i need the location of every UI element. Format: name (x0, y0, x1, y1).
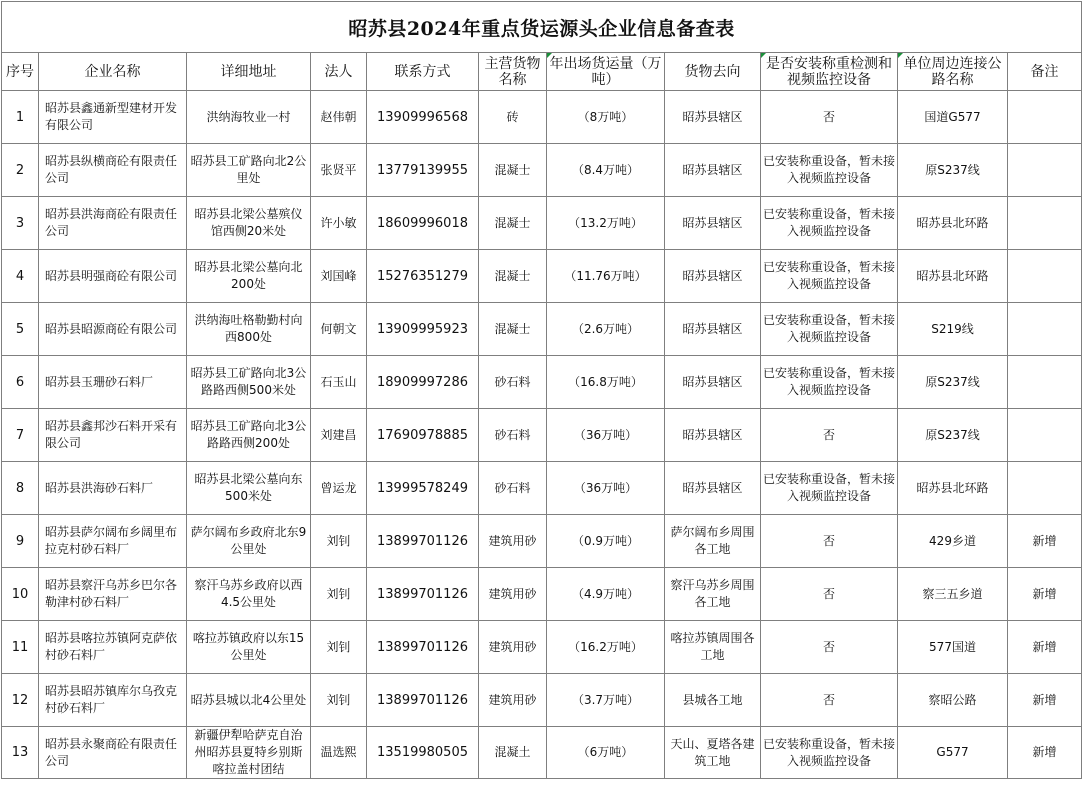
cell-legal[interactable]: 刘钊 (311, 515, 367, 568)
cell-volume[interactable]: （8.4万吨） (547, 144, 665, 197)
cell-legal[interactable]: 刘建昌 (311, 409, 367, 462)
table-row (2, 303, 1082, 356)
cell-destination[interactable]: 昭苏县辖区 (665, 250, 761, 303)
cell-address[interactable]: 萨尔阔布乡政府北东9公里处 (187, 515, 311, 568)
cell-road[interactable]: 察三五乡道 (898, 568, 1008, 621)
cell-name[interactable]: 昭苏县鑫通新型建材开发有限公司 (39, 91, 187, 144)
header-seq[interactable]: 序号 (2, 53, 39, 91)
cell-road[interactable]: 429乡道 (898, 515, 1008, 568)
cell-name[interactable]: 昭苏县纵横商砼有限责任公司 (39, 144, 187, 197)
cell-goods[interactable]: 建筑用砂 (479, 515, 547, 568)
cell-seq[interactable]: 10 (2, 568, 39, 621)
cell-remark[interactable] (1008, 356, 1082, 409)
header-equipment[interactable]: 是否安装称重检测和视频监控设备 (761, 53, 898, 91)
cell-road[interactable]: 577国道 (898, 621, 1008, 674)
header-destination[interactable]: 货物去向 (665, 53, 761, 91)
cell-equipment[interactable]: 已安装称重设备，暂未接入视频监控设备 (761, 144, 898, 197)
cell-name[interactable]: 昭苏县昭苏镇库尔乌孜克村砂石料厂 (39, 674, 187, 727)
cell-seq[interactable]: 6 (2, 356, 39, 409)
cell-contact[interactable]: 15276351279 (367, 250, 479, 303)
cell-road[interactable]: 昭苏县北环路 (898, 197, 1008, 250)
cell-goods[interactable]: 混凝士 (479, 250, 547, 303)
cell-volume[interactable]: （36万吨） (547, 462, 665, 515)
table-row (2, 409, 1082, 462)
cell-destination[interactable]: 昭苏县辖区 (665, 91, 761, 144)
cell-address[interactable]: 昭苏县工矿路向北3公路路西侧500米处 (187, 356, 311, 409)
cell-remark[interactable] (1008, 303, 1082, 356)
table-row (2, 727, 1082, 779)
cell-address[interactable]: 昭苏县北梁公墓向北200处 (187, 250, 311, 303)
cell-volume[interactable]: （3.7万吨） (547, 674, 665, 727)
cell-seq[interactable]: 3 (2, 197, 39, 250)
cell-remark[interactable]: 新增 (1008, 621, 1082, 674)
cell-volume[interactable]: （6万吨） (547, 727, 665, 779)
cell-road[interactable]: 原S237线 (898, 144, 1008, 197)
cell-destination[interactable]: 昭苏县辖区 (665, 303, 761, 356)
cell-name[interactable]: 昭苏县玉珊砂石料厂 (39, 356, 187, 409)
cell-seq[interactable]: 12 (2, 674, 39, 727)
cell-equipment[interactable]: 否 (761, 621, 898, 674)
cell-name[interactable]: 昭苏县洪海商砼有限责任公司 (39, 197, 187, 250)
cell-contact[interactable]: 18609996018 (367, 197, 479, 250)
cell-equipment[interactable]: 已安装称重设备，暂未接入视频监控设备 (761, 462, 898, 515)
cell-remark[interactable]: 新增 (1008, 727, 1082, 779)
cell-contact[interactable]: 18909997286 (367, 356, 479, 409)
cell-goods[interactable]: 混凝士 (479, 144, 547, 197)
header-goods[interactable]: 主营货物名称 (479, 53, 547, 91)
cell-remark[interactable] (1008, 409, 1082, 462)
cell-legal[interactable]: 许小敏 (311, 197, 367, 250)
header-name[interactable]: 企业名称 (39, 53, 187, 91)
cell-address[interactable]: 昭苏县北梁公墓向东500米处 (187, 462, 311, 515)
cell-remark[interactable]: 新增 (1008, 568, 1082, 621)
cell-destination[interactable]: 察汗乌苏乡周围各工地 (665, 568, 761, 621)
cell-goods[interactable]: 砂石料 (479, 356, 547, 409)
cell-volume[interactable]: （11.76万吨） (547, 250, 665, 303)
cell-destination[interactable]: 萨尔阔布乡周围各工地 (665, 515, 761, 568)
cell-remark[interactable] (1008, 91, 1082, 144)
cell-equipment[interactable]: 已安装称重设备，暂未接入视频监控设备 (761, 303, 898, 356)
cell-legal[interactable]: 张贤平 (311, 144, 367, 197)
cell-address[interactable]: 喀拉苏镇政府以东15公里处 (187, 621, 311, 674)
cell-equipment[interactable]: 已安装称重设备，暂未接入视频监控设备 (761, 356, 898, 409)
cell-contact[interactable]: 17690978885 (367, 409, 479, 462)
cell-legal[interactable]: 刘国峰 (311, 250, 367, 303)
cell-equipment[interactable]: 否 (761, 568, 898, 621)
cell-contact[interactable]: 13899701126 (367, 674, 479, 727)
header-legal[interactable]: 法人 (311, 53, 367, 91)
cell-equipment[interactable]: 否 (761, 409, 898, 462)
cell-goods[interactable]: 砂石料 (479, 409, 547, 462)
cell-legal[interactable]: 何朝文 (311, 303, 367, 356)
header-address[interactable]: 详细地址 (187, 53, 311, 91)
cell-legal[interactable]: 刘钊 (311, 674, 367, 727)
cell-address[interactable]: 洪纳海牧业一村 (187, 91, 311, 144)
cell-volume[interactable]: （36万吨） (547, 409, 665, 462)
cell-goods[interactable]: 混凝土 (479, 727, 547, 779)
table-row (2, 674, 1082, 727)
table-title[interactable]: 昭苏县2024年重点货运源头企业信息备查表 (2, 2, 1082, 53)
cell-destination[interactable]: 县城各工地 (665, 674, 761, 727)
cell-volume[interactable]: （16.8万吨） (547, 356, 665, 409)
cell-seq[interactable]: 7 (2, 409, 39, 462)
cell-volume[interactable]: （16.2万吨） (547, 621, 665, 674)
cell-name[interactable]: 昭苏县昭源商砼有限公司 (39, 303, 187, 356)
cell-volume[interactable]: （8万吨） (547, 91, 665, 144)
cell-seq[interactable]: 2 (2, 144, 39, 197)
table-row (2, 197, 1082, 250)
cell-seq[interactable]: 5 (2, 303, 39, 356)
cell-name[interactable]: 昭苏县永聚商砼有限责任公司 (39, 727, 187, 779)
cell-equipment[interactable]: 已安装称重设备，暂未接入视频监控设备 (761, 197, 898, 250)
cell-goods[interactable]: 建筑用砂 (479, 674, 547, 727)
cell-remark[interactable] (1008, 462, 1082, 515)
cell-goods[interactable]: 建筑用砂 (479, 621, 547, 674)
cell-name[interactable]: 昭苏县洪海砂石料厂 (39, 462, 187, 515)
cell-contact[interactable]: 13519980505 (367, 727, 479, 779)
table-row (2, 621, 1082, 674)
cell-volume[interactable]: （2.6万吨） (547, 303, 665, 356)
cell-legal[interactable]: 温选熙 (311, 727, 367, 779)
cell-contact[interactable]: 13779139955 (367, 144, 479, 197)
cell-destination[interactable]: 喀拉苏镇周围各工地 (665, 621, 761, 674)
cell-goods[interactable]: 建筑用砂 (479, 568, 547, 621)
cell-name[interactable]: 昭苏县鑫邦沙石料开采有限公司 (39, 409, 187, 462)
cell-equipment[interactable]: 已安装称重设备，暂未接入视频监控设备 (761, 727, 898, 779)
table-row (2, 568, 1082, 621)
cell-contact[interactable]: 13899701126 (367, 515, 479, 568)
cell-legal[interactable]: 刘钊 (311, 568, 367, 621)
cell-address[interactable]: 昭苏县工矿路向北3公路路西侧200处 (187, 409, 311, 462)
cell-contact[interactable]: 13909996568 (367, 91, 479, 144)
cell-equipment[interactable]: 否 (761, 674, 898, 727)
cell-road[interactable]: G577 (898, 727, 1008, 779)
cell-destination[interactable]: 昭苏县辖区 (665, 356, 761, 409)
cell-road[interactable]: 原S237线 (898, 356, 1008, 409)
table-row (2, 356, 1082, 409)
cell-legal[interactable]: 刘钊 (311, 621, 367, 674)
cell-destination[interactable]: 天山、夏塔各建筑工地 (665, 727, 761, 779)
cell-address[interactable]: 昭苏县北梁公墓殡仪馆西侧20米处 (187, 197, 311, 250)
cell-equipment[interactable]: 否 (761, 515, 898, 568)
cell-seq[interactable]: 1 (2, 91, 39, 144)
header-volume[interactable]: 年出场货运量（万吨） (547, 53, 665, 91)
cell-goods[interactable]: 砖 (479, 91, 547, 144)
cell-legal[interactable]: 石玉山 (311, 356, 367, 409)
header-contact[interactable]: 联系方式 (367, 53, 479, 91)
cell-destination[interactable]: 昭苏县辖区 (665, 462, 761, 515)
table-row (2, 515, 1082, 568)
cell-remark[interactable] (1008, 250, 1082, 303)
table-row (2, 91, 1082, 144)
cell-volume[interactable]: （4.9万吨） (547, 568, 665, 621)
cell-name[interactable]: 昭苏县察汗乌苏乡巴尔各勒津村砂石料厂 (39, 568, 187, 621)
cell-address[interactable]: 洪纳海吐格勒勤村向西800处 (187, 303, 311, 356)
cell-goods[interactable]: 混凝士 (479, 303, 547, 356)
header-remark[interactable]: 备注 (1008, 53, 1082, 91)
cell-road[interactable]: 昭苏县北环路 (898, 250, 1008, 303)
cell-remark[interactable]: 新增 (1008, 674, 1082, 727)
cell-address[interactable]: 昭苏县城以北4公里处 (187, 674, 311, 727)
cell-remark[interactable] (1008, 197, 1082, 250)
cell-address[interactable]: 昭苏县工矿路向北2公里处 (187, 144, 311, 197)
cell-name[interactable]: 昭苏县明强商砼有限公司 (39, 250, 187, 303)
cell-address[interactable]: 察汗乌苏乡政府以西4.5公里处 (187, 568, 311, 621)
cell-destination[interactable]: 昭苏县辖区 (665, 144, 761, 197)
cell-seq[interactable]: 9 (2, 515, 39, 568)
cell-road[interactable]: S219线 (898, 303, 1008, 356)
cell-remark[interactable]: 新增 (1008, 515, 1082, 568)
cell-remark[interactable] (1008, 144, 1082, 197)
cell-destination[interactable]: 昭苏县辖区 (665, 409, 761, 462)
table-row (2, 250, 1082, 303)
cell-volume[interactable]: （13.2万吨） (547, 197, 665, 250)
cell-legal[interactable]: 赵伟朝 (311, 91, 367, 144)
cell-road[interactable]: 国道G577 (898, 91, 1008, 144)
cell-seq[interactable]: 4 (2, 250, 39, 303)
cell-contact[interactable]: 13899701126 (367, 568, 479, 621)
cell-contact[interactable]: 13899701126 (367, 621, 479, 674)
cell-goods[interactable]: 砂石料 (479, 462, 547, 515)
header-road[interactable]: 单位周边连接公路名称 (898, 53, 1008, 91)
cell-contact[interactable]: 13999578249 (367, 462, 479, 515)
cell-road[interactable]: 昭苏县北环路 (898, 462, 1008, 515)
table-row (2, 462, 1082, 515)
cell-road[interactable]: 察昭公路 (898, 674, 1008, 727)
cell-seq[interactable]: 13 (2, 727, 39, 779)
table-row (2, 144, 1082, 197)
cell-seq[interactable]: 11 (2, 621, 39, 674)
cell-destination[interactable]: 昭苏县辖区 (665, 197, 761, 250)
cell-legal[interactable]: 曾运龙 (311, 462, 367, 515)
cell-address[interactable]: 新疆伊犁哈萨克自治州昭苏县夏特乡别斯喀拉盖村团结 (187, 727, 311, 779)
cell-name[interactable]: 昭苏县喀拉苏镇阿克萨依村砂石料厂 (39, 621, 187, 674)
cell-seq[interactable]: 8 (2, 462, 39, 515)
cell-name[interactable]: 昭苏县萨尔阔布乡阔里布拉克村砂石料厂 (39, 515, 187, 568)
cell-equipment[interactable]: 否 (761, 91, 898, 144)
cell-contact[interactable]: 13909995923 (367, 303, 479, 356)
header-row (2, 53, 1082, 91)
cell-road[interactable]: 原S237线 (898, 409, 1008, 462)
cell-equipment[interactable]: 已安装称重设备，暂未接入视频监控设备 (761, 250, 898, 303)
cell-goods[interactable]: 混凝士 (479, 197, 547, 250)
cell-volume[interactable]: （0.9万吨） (547, 515, 665, 568)
enterprise-table (1, 1, 1082, 779)
